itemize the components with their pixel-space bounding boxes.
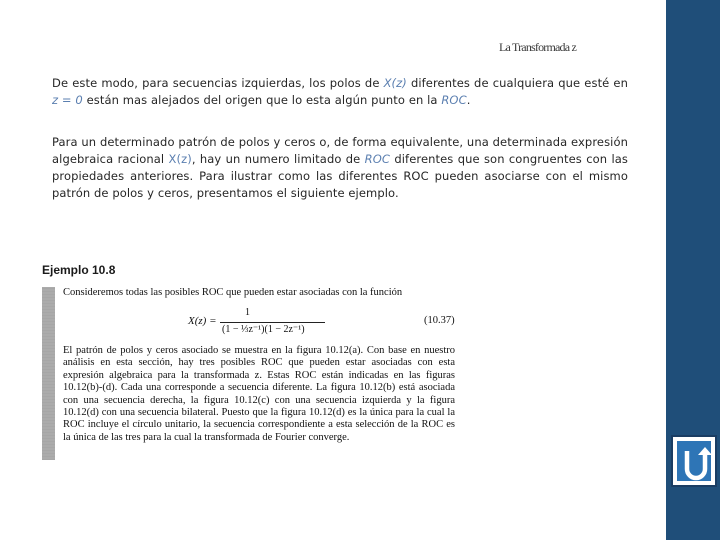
return-button-face xyxy=(677,441,711,481)
equation-10-37 xyxy=(188,307,468,341)
para2-roc: ROC xyxy=(364,152,391,166)
slide-title: La Transformada z xyxy=(498,40,576,54)
equation-lhs: X(z) = xyxy=(188,315,217,327)
equation-numerator: 1 xyxy=(245,307,250,318)
scan-margin-bar xyxy=(42,287,55,460)
para1-text-b: diferentes de cualquiera que esté en xyxy=(406,76,628,90)
para1-var-xz: X(z) xyxy=(383,76,407,90)
para1-z-value: z = 0 xyxy=(52,93,83,107)
paragraph-pole-zero-pattern xyxy=(52,134,628,202)
example-body: El patrón de polos y ceros asociado se muestra en la figura 10.12(a). Con base en nuestro análisis en esta sección, hay tres posibles ROC que pueden estar asociadas con esta expresión algebraica para la transformada z. Estas ROC están indicadas en las figuras 10.12(b)-(d). Cada una corresponde a secuencia diferente. La figura 10.12(b) está asociada con una secuencia derecha, la figura 10.12(c) con una secuencia izquierda y la figura 10.12(d) con una secuencia bilateral. Puesto que la figura 10.12(d) es la única para la cual la ROC incluye el círculo unitario, la secuencia correspondiente a esta selección de la ROC es la única de las tres para la cual la transformada de Fourier converge. xyxy=(63,345,455,443)
para2-var-xz: X(z) xyxy=(168,152,192,166)
para2-text-c: diferentes que son congruentes con las propiedades anteriores. Para ilustrar como las diferentes ROC pueden asociarse con el mismo patrón de polos y ceros, presentamos el siguiente ejemplo. xyxy=(52,152,628,200)
para1-text-end: . xyxy=(466,93,471,107)
para2-text-b: , hay un numero limitado de xyxy=(191,152,365,166)
equation-number: (10.37) xyxy=(424,315,455,326)
equation-denominator: (1 − ⅓z⁻¹)(1 − 2z⁻¹) xyxy=(222,324,305,335)
fraction-bar xyxy=(220,322,325,323)
return-button[interactable] xyxy=(671,435,717,487)
return-arrow-icon xyxy=(679,443,713,483)
example-title: Ejemplo 10.8 xyxy=(42,263,116,277)
para2-text-a: Para un determinado patrón de polos y ceros o, de forma equivalente, una determinada expresión algebraica racional xyxy=(52,135,628,166)
para1-text-c: están mas alejados del origen que lo esta algún punto en la xyxy=(82,93,442,107)
para1-text-a: De este modo, para secuencias izquierdas, los polos de xyxy=(52,76,384,90)
paragraph-left-sequences xyxy=(52,75,628,109)
para1-roc: ROC xyxy=(441,93,467,107)
example-intro: Consideremos todas las posibles ROC que pueden estar asociadas con la función xyxy=(63,287,403,298)
